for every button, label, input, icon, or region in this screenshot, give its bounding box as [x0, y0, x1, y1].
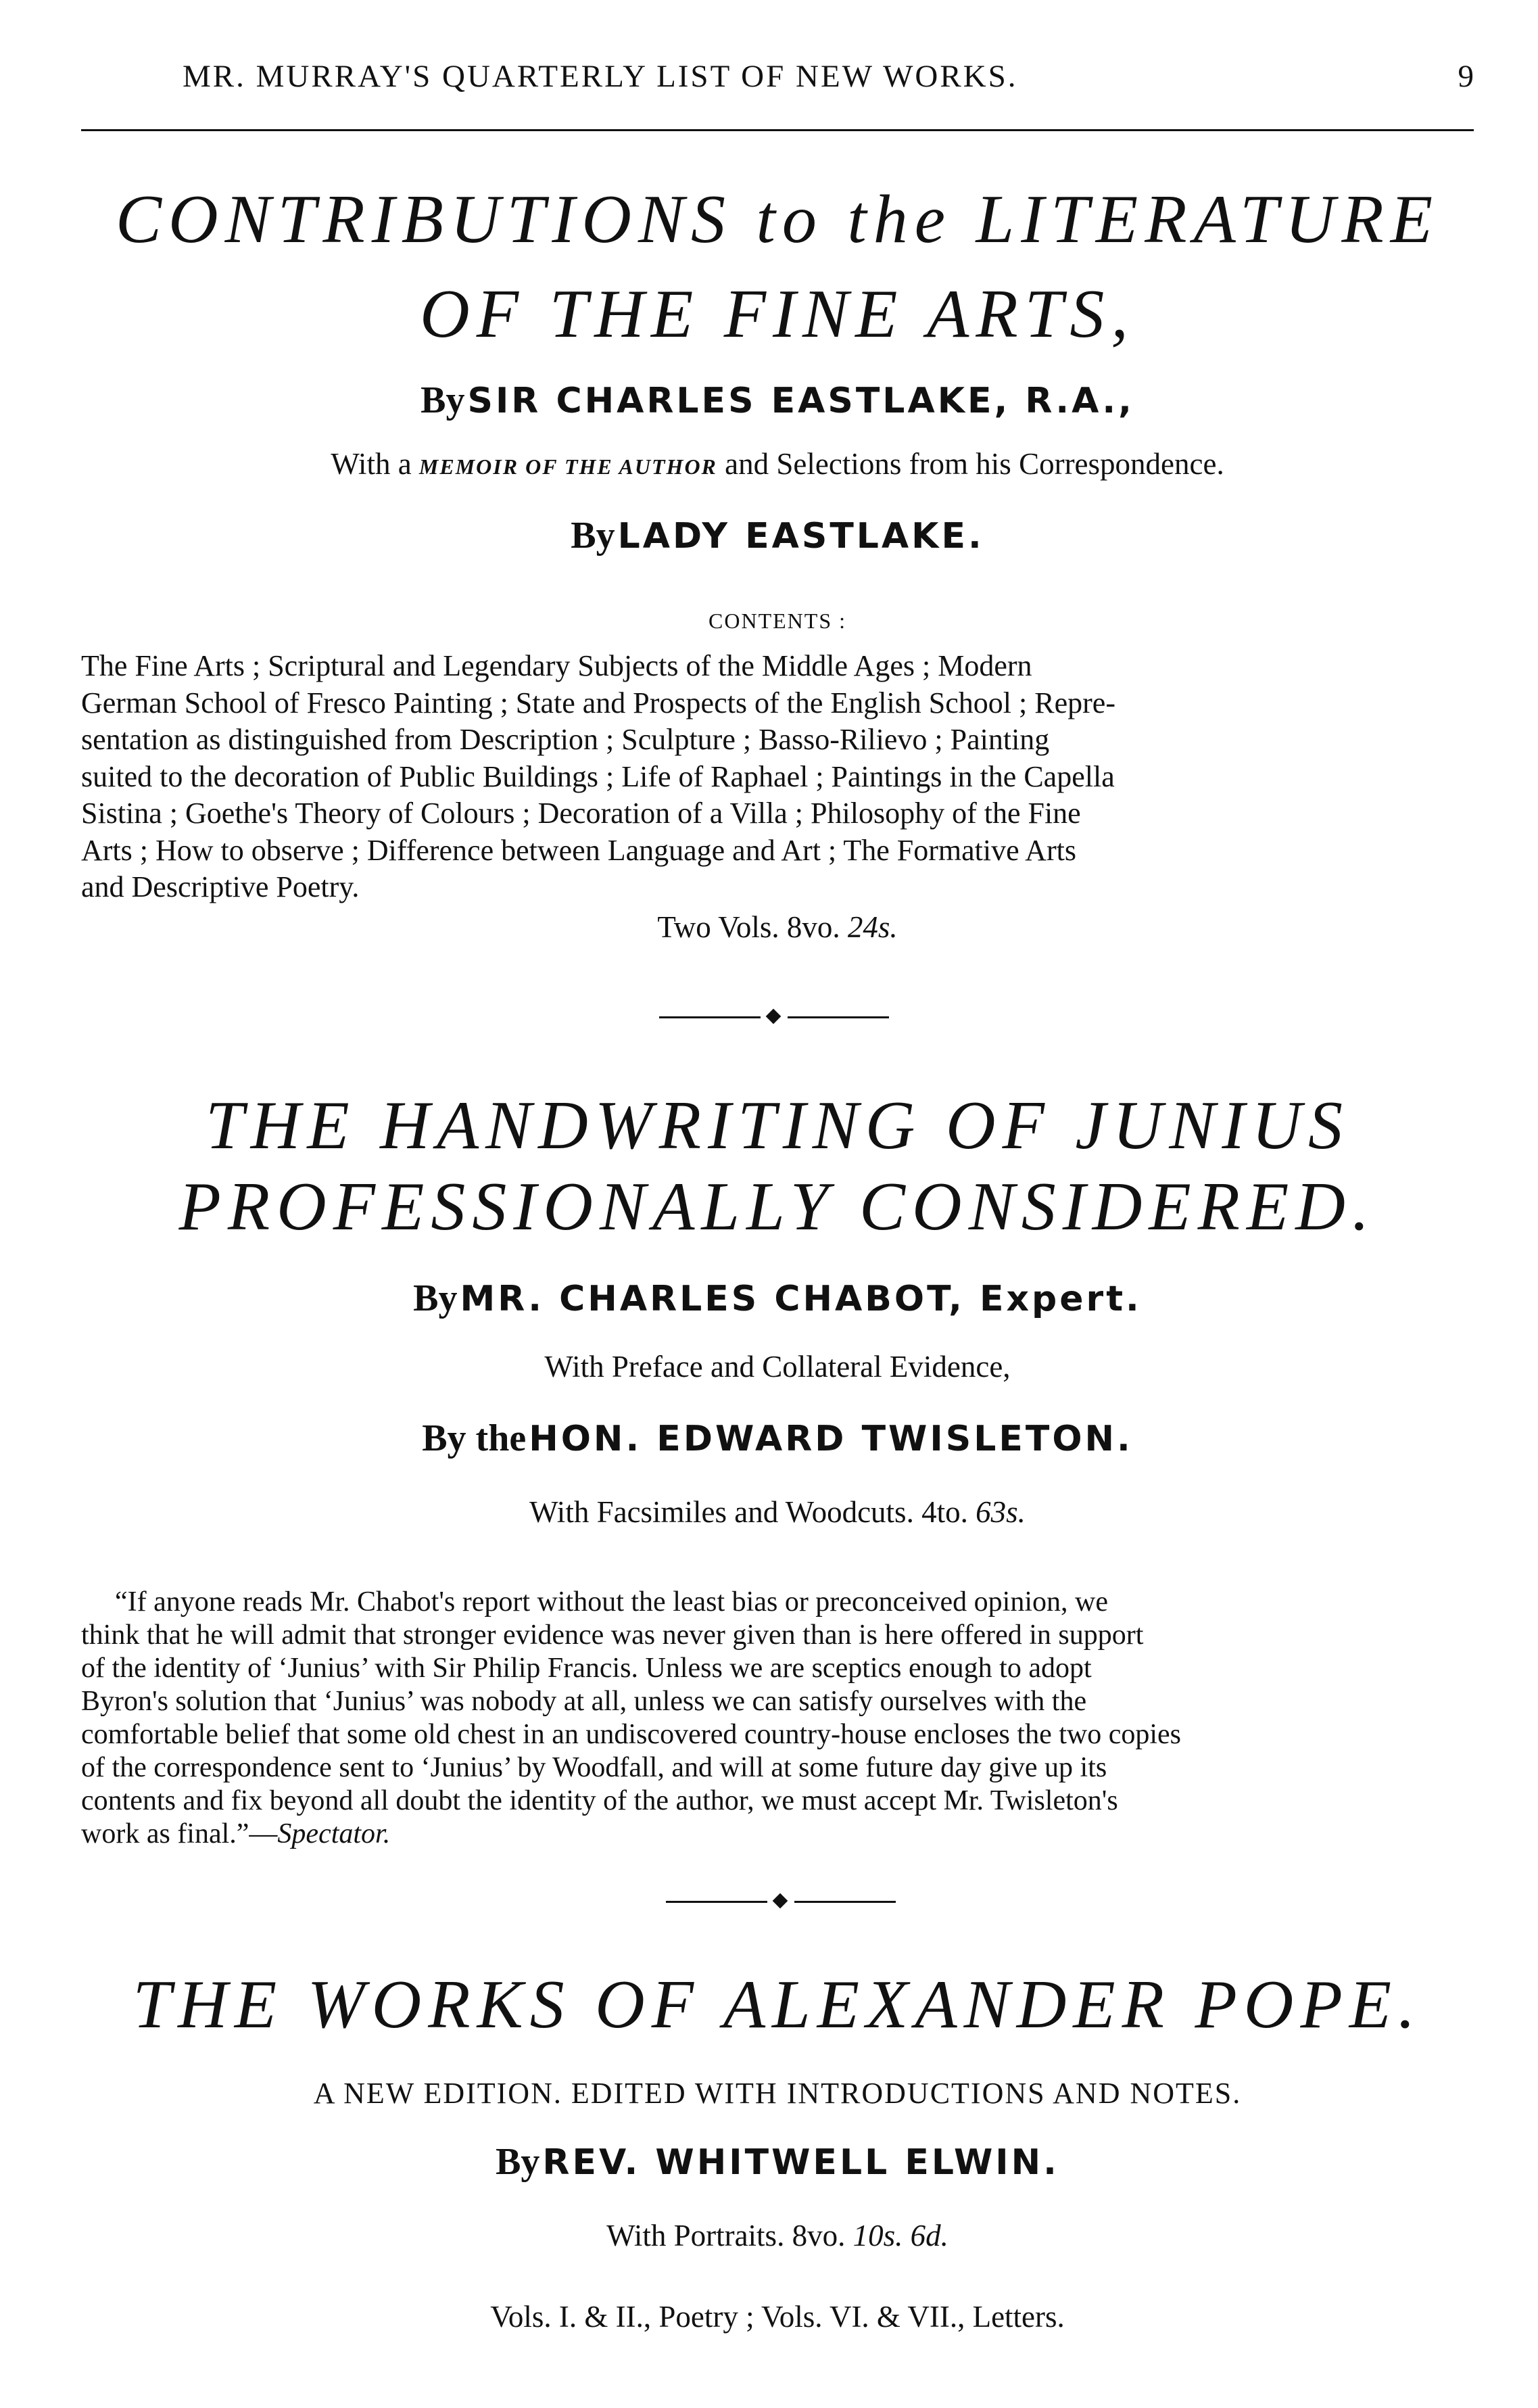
price: 10s. 6d.	[852, 2219, 948, 2252]
contents-line: German School of Fresco Painting ; State and Prospects of the English School ; Repre-	[81, 686, 1115, 719]
editor-name: REV. WHITWELL ELWIN.	[542, 2142, 1059, 2183]
by-label: By	[571, 515, 615, 557]
quote-line: “If anyone reads Mr. Chabot's report without the least bias or preconceived opinion, we	[115, 1586, 1108, 1618]
by-label: By	[420, 379, 465, 421]
price: 24s.	[847, 910, 898, 944]
running-title: MR. MURRAY'S QUARTERLY LIST OF NEW WORKS.	[183, 59, 1018, 94]
price-line	[81, 910, 1474, 945]
author-name: MR. CHARLES CHABOT, Expert.	[460, 1279, 1142, 1319]
quote-ending: work as final.”—	[81, 1818, 278, 1849]
editor-byline	[81, 514, 1474, 557]
quote-line: of the identity of ‘Junius’ with Sir Philip Francis. Unless we are sceptics enough to adopt	[81, 1653, 1092, 1684]
memoir-line	[81, 446, 1474, 481]
ornament-divider	[659, 1010, 889, 1024]
memoir-suffix: and Selections from his Correspondence.	[725, 447, 1224, 481]
contents-line: and Descriptive Poetry.	[81, 870, 360, 903]
book-title-line-1: THE HANDWRITING OF JUNIUS	[205, 1087, 1350, 1164]
edition-subtitle: A NEW EDITION. EDITED WITH INTRODUCTIONS AND NOTES.	[313, 2077, 1242, 2110]
by-label: By the	[422, 1417, 527, 1459]
format-text: With Portraits. 8vo.	[606, 2219, 846, 2252]
ornament-divider	[666, 1895, 896, 1908]
author-byline	[81, 379, 1474, 422]
volumes-line: Vols. I. & II., Poetry ; Vols. VI. & VII., Letters.	[490, 2300, 1065, 2334]
header-rule	[81, 129, 1474, 131]
preface-line: With Preface and Collateral Evidence,	[544, 1350, 1011, 1384]
quote-line: think that he will admit that stronger evidence was never given than is here offered in support	[81, 1620, 1144, 1651]
book-entry-eastlake	[81, 183, 1474, 981]
contents-line: Arts ; How to observe ; Difference between Language and Art ; The Formative Arts	[81, 833, 1076, 867]
contents-line: Sistina ; Goethe's Theory of Colours ; Decoration of a Villa ; Philosophy of the Fine	[81, 797, 1081, 830]
price-line	[81, 1494, 1474, 1530]
quote-line: contents and fix beyond all doubt the identity of the author, we must accept Mr. Twisleton's	[81, 1785, 1118, 1816]
contents-line: suited to the decoration of Public Buildings ; Life of Raphael ; Paintings in the Capella	[81, 759, 1115, 793]
book-title-line-1: CONTRIBUTIONS to the LITERATURE	[115, 181, 1440, 258]
author-byline	[81, 1277, 1474, 1320]
quote-line: of the correspondence sent to ‘Junius’ by Woodfall, and will at some future day give up its	[81, 1752, 1107, 1783]
editor-byline	[81, 1417, 1474, 1460]
quote-source: Spectator.	[277, 1818, 391, 1849]
memoir-prefix: With a	[331, 447, 412, 481]
book-title-line-2: OF THE FINE ARTS,	[420, 276, 1135, 352]
price: 63s.	[976, 1495, 1026, 1529]
format-text: Two Vols. 8vo.	[657, 910, 840, 944]
author-name: SIR CHARLES EASTLAKE, R.A.,	[467, 381, 1134, 421]
book-entry-junius	[81, 1087, 1474, 1849]
book-entry-pope	[81, 1968, 1474, 2387]
by-label: By	[413, 1277, 458, 1319]
quote-line: Byron's solution that ‘Junius’ was nobody at all, unless we can satisfy ourselves with the	[81, 1686, 1087, 1717]
memoir-caps: MEMOIR OF THE AUTHOR	[418, 454, 717, 479]
editor-byline	[81, 2140, 1474, 2183]
book-title-line-1: THE WORKS OF ALEXANDER POPE.	[133, 1966, 1422, 2043]
editor-name: LADY EASTLAKE.	[617, 516, 984, 557]
book-title-line-2: PROFESSIONALLY CONSIDERED.	[178, 1168, 1376, 1245]
contents-line: The Fine Arts ; Scriptural and Legendary Subjects of the Middle Ages ; Modern	[81, 649, 1032, 682]
review-quote	[81, 1586, 1474, 1851]
editor-name: HON. EDWARD TWISLETON.	[529, 1419, 1133, 1459]
contents-label: CONTENTS :	[708, 609, 846, 633]
page-number: 9	[1458, 59, 1474, 94]
contents-text	[81, 648, 1474, 906]
quote-line: comfortable belief that some old chest in an undiscovered country-house encloses the two copies	[81, 1719, 1182, 1750]
contents-line: sentation as distinguished from Description ; Sculpture ; Basso-Rilievo ; Painting	[81, 723, 1050, 756]
quote-line-last	[81, 1818, 1474, 1851]
running-head	[81, 58, 1474, 112]
format-text: With Facsimiles and Woodcuts. 4to.	[529, 1495, 968, 1529]
price-line	[81, 2218, 1474, 2253]
by-label: By	[496, 2141, 540, 2183]
